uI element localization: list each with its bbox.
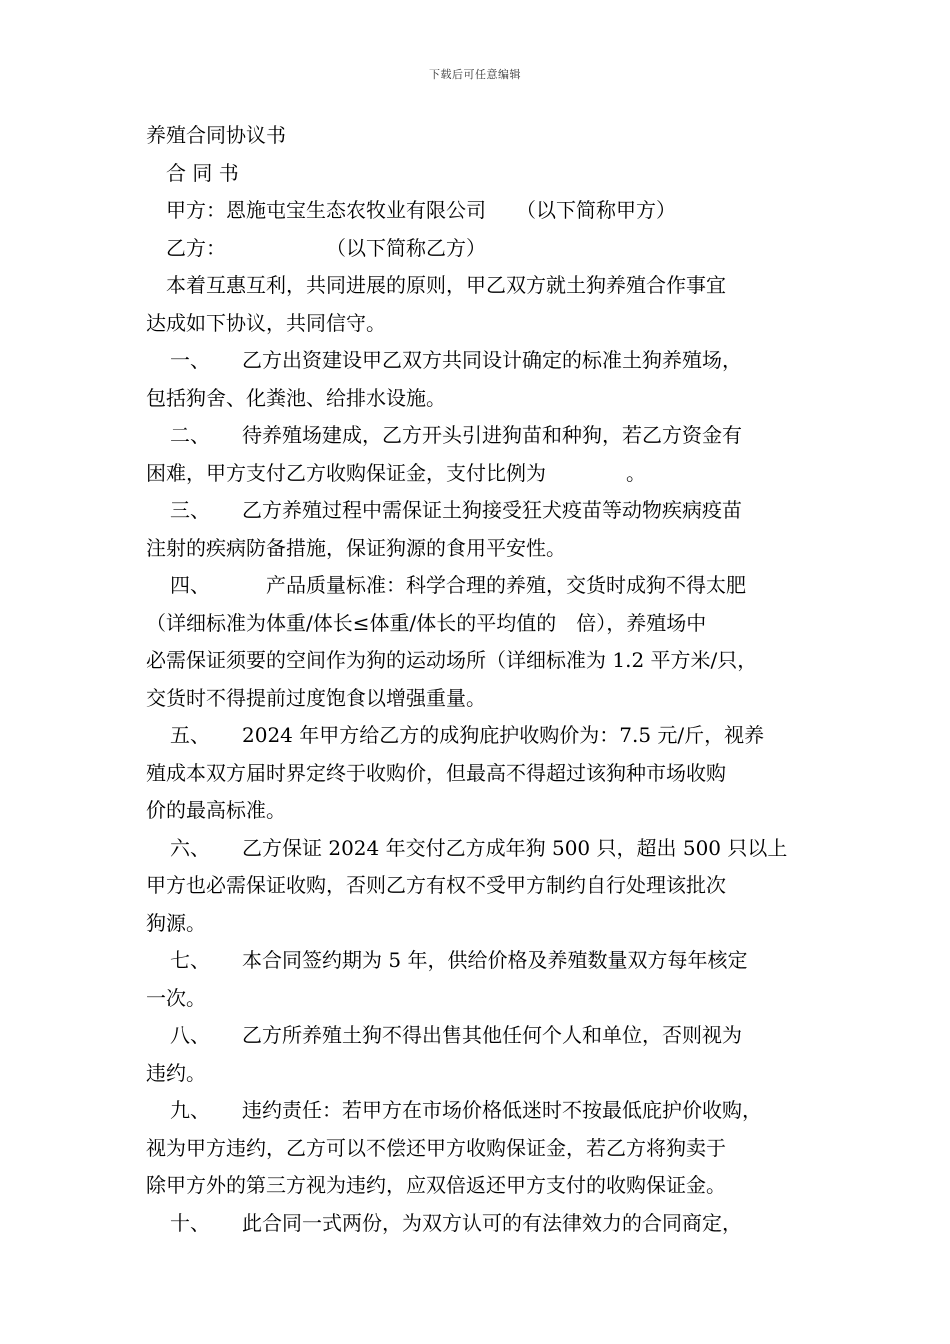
intro-line-1: 本着互惠互利，共同进展的原则，甲乙双方就土狗养殖合作事宜: [166, 273, 726, 297]
clause-5-line-3: 价的最高标准。: [146, 798, 286, 822]
clause-3-line-2: 注射的疾病防备措施，保证狗源的食用平安性。: [146, 535, 566, 560]
clause-7-line-2: 一次。: [146, 985, 206, 1010]
clause-number: 三、: [170, 498, 210, 522]
clause-number: 五、: [170, 723, 210, 747]
clause-4: [146, 567, 816, 605]
clause-number: 七、: [170, 948, 210, 972]
clause-number: 八、: [170, 1023, 210, 1047]
clause-4-line-4: 交货时不得提前过度饱食以增强重量。: [146, 685, 486, 710]
clause-text: 乙方养殖过程中需保证土狗接受狂犬疫苗等动物疾病疫苗: [242, 498, 742, 522]
clause-9-line-2: 视为甲方违约，乙方可以不偿还甲方收购保证金，若乙方将狗卖于: [146, 1135, 726, 1160]
clause-2: [146, 417, 816, 455]
clause-1: [146, 342, 816, 380]
clause-text: 违约责任：若甲方在市场价格低迷时不按最低庇护价收购，: [242, 1098, 762, 1122]
intro-line-2: 达成如下协议，共同信守。: [146, 310, 386, 335]
clause-5-line-2: 殖成本双方届时界定终于收购价，但最高不得超过该狗种市场收购: [146, 760, 726, 785]
page-header-note: 下载后可任意编辑: [429, 68, 521, 81]
clause-4-line-3: 必需保证须要的空间作为狗的运动场所（详细标准为 1.2 平方米/只，: [146, 648, 758, 672]
clause-number: 二、: [170, 423, 210, 447]
party-b-line: 乙方： （以下简称乙方）: [166, 235, 486, 260]
clause-2-line-2: 困难，甲方支付乙方收购保证金，支付比例为 。: [146, 460, 646, 485]
document-body: [146, 117, 816, 1242]
clause-9: [146, 1092, 816, 1130]
clause-6: [146, 830, 816, 868]
clause-text: 此合同一式两份，为双方认可的有法律效力的合同商定，: [242, 1210, 742, 1235]
clause-number: 十、: [170, 1210, 210, 1235]
clause-number: 九、: [170, 1098, 210, 1122]
clause-text: 待养殖场建成，乙方开头引进狗苗和种狗，若乙方资金有: [242, 423, 742, 447]
clause-text: 乙方保证 2024 年交付乙方成年狗 500 只，超出 500 只以上: [242, 835, 788, 860]
clause-number: 六、: [170, 835, 210, 860]
clause-number: 一、: [170, 348, 210, 372]
clause-4-line-2: （详细标准为体重/体长≤体重/体长的平均值的 倍），养殖场中: [146, 610, 707, 635]
contract-heading: 合 同 书: [166, 160, 239, 185]
clause-7: [146, 942, 816, 980]
clause-10: [146, 1205, 816, 1243]
clause-3: [146, 492, 816, 530]
clause-text: 2024 年甲方给乙方的成狗庇护收购价为：7.5 元/斤，视养: [242, 723, 765, 747]
clause-6-line-3: 狗源。: [146, 910, 206, 935]
clause-text: 乙方所养殖土狗不得出售其他任何个人和单位，否则视为: [242, 1023, 742, 1047]
document-title: 养殖合同协议书: [146, 123, 286, 147]
clause-number: 四、: [170, 573, 210, 597]
clause-text: 乙方出资建设甲乙双方共同设计确定的标准土狗养殖场，: [242, 348, 742, 372]
clause-text: 产品质量标准：科学合理的养殖，交货时成狗不得太肥: [266, 573, 746, 597]
clause-6-line-2: 甲方也必需保证收购，否则乙方有权不受甲方制约自行处理该批次: [146, 873, 726, 897]
clause-8-line-2: 违约。: [146, 1060, 206, 1085]
clause-1-line-2: 包括狗舍、化粪池、给排水设施。: [146, 385, 446, 410]
clause-text: 本合同签约期为 5 年，供给价格及养殖数量双方每年核定: [242, 948, 748, 972]
clause-8: [146, 1017, 816, 1055]
clause-5: [146, 717, 816, 755]
clause-9-line-3: 除甲方外的第三方视为违约，应双倍返还甲方支付的收购保证金。: [146, 1173, 726, 1197]
party-a-line: 甲方：恩施屯宝生态农牧业有限公司 （以下简称甲方）: [166, 198, 676, 222]
